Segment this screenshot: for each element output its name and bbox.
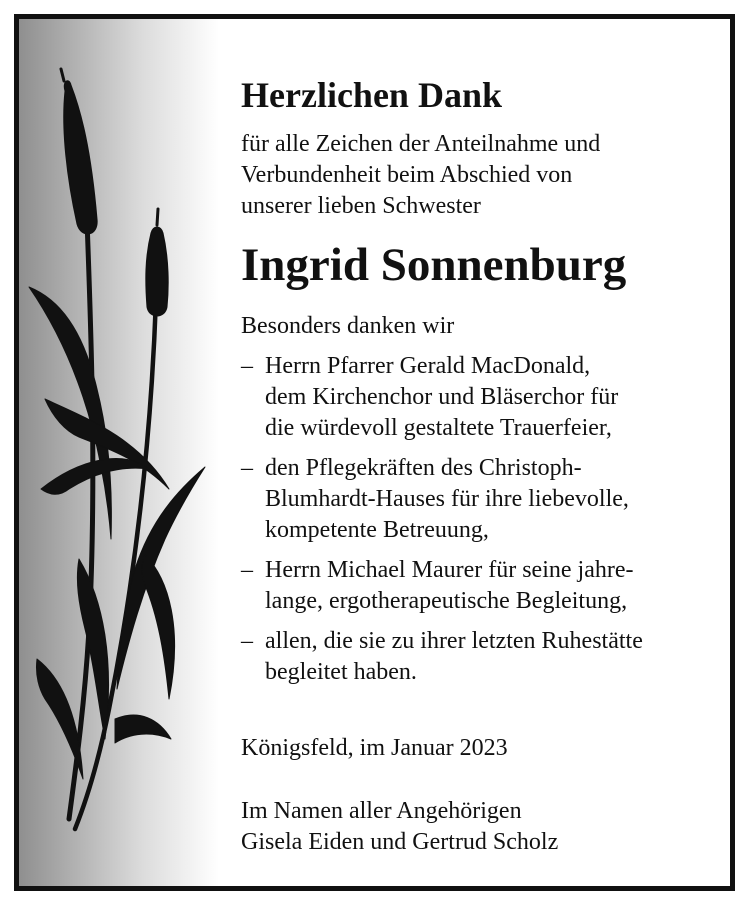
cattail-reed-silhouette-icon	[19, 19, 219, 886]
signoff-line: Gisela Eiden und Gertrud Scholz	[241, 829, 559, 855]
signoff-line: Im Namen aller Angehörigen	[241, 798, 522, 824]
thanks-list	[241, 351, 643, 697]
notice-heading: Herzlichen Dank	[241, 75, 502, 115]
bullet-dash: –	[241, 628, 253, 654]
thanks-item	[241, 626, 643, 688]
thanks-item-line: kompetente Betreuung,	[265, 517, 489, 543]
intro-paragraph	[241, 129, 600, 222]
deceased-name: Ingrid Sonnenburg	[241, 239, 627, 291]
thanks-item-line: lange, ergotherapeutische Begleitung,	[265, 588, 628, 614]
intro-line: Verbundenheit beim Abschied von	[241, 162, 573, 188]
signoff	[241, 796, 558, 858]
thanks-item	[241, 351, 643, 444]
thanks-item-line: Herrn Pfarrer Gerald MacDonald,	[265, 353, 591, 379]
thanks-item-line: Blumhardt-Hauses für ihre liebevolle,	[265, 486, 629, 512]
thanks-item-line: die würdevoll gestaltete Trauerfeier,	[265, 415, 612, 441]
thanks-item-line: den Pflegekräften des Christoph-	[265, 455, 582, 481]
intro-line: für alle Zeichen der Anteilnahme und	[241, 131, 601, 157]
thanks-item-line: Herrn Michael Maurer für seine jahre-	[265, 557, 634, 583]
thanks-item-line: allen, die sie zu ihrer letzten Ruhestätte	[265, 628, 643, 654]
bullet-dash: –	[241, 557, 253, 583]
intro-line: unserer lieben Schwester	[241, 193, 481, 219]
place-and-date: Königsfeld, im Januar 2023	[241, 735, 508, 761]
bullet-dash: –	[241, 455, 253, 481]
obituary-notice-frame	[14, 14, 735, 891]
thanks-lead: Besonders danken wir	[241, 313, 455, 339]
bullet-dash: –	[241, 353, 253, 379]
thanks-item	[241, 453, 643, 546]
thanks-item-line: dem Kirchenchor und Bläserchor für	[265, 384, 619, 410]
thanks-item	[241, 555, 643, 617]
thanks-item-line: begleitet haben.	[265, 659, 417, 685]
decorative-side-panel	[19, 19, 219, 886]
